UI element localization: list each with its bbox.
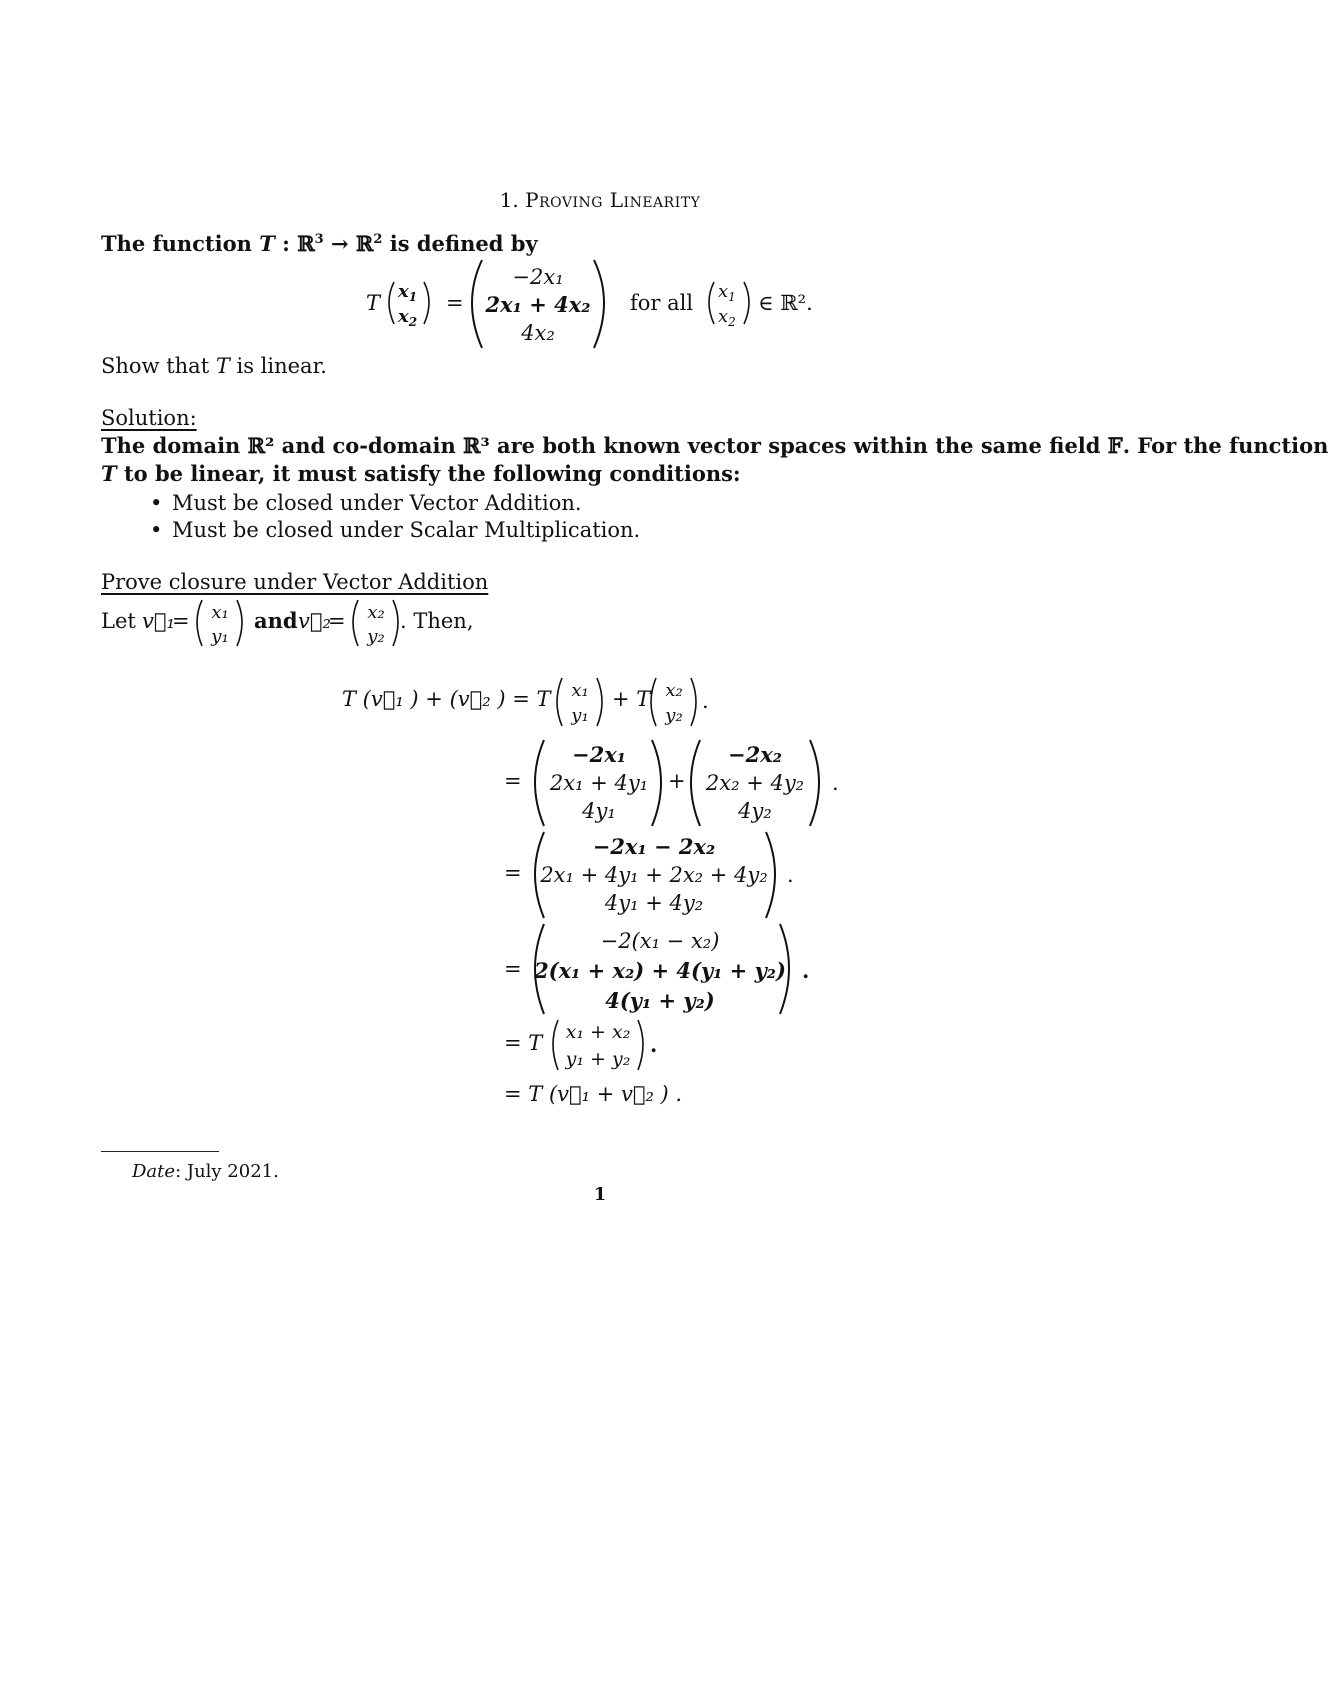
- svg-text:x1: $x_1$: [398, 281, 418, 304]
- definition-equation: [340, 252, 840, 352]
- svg-text:.: .: [802, 958, 810, 983]
- svg-text:y₁: y₁: [571, 705, 589, 726]
- svg-text:2x₁ + 4y₁ + 2x₂ + 4y₂: 2x₁ + 4y₁ + 2x₂ + 4y₂: [540, 863, 768, 887]
- svg-text:= T: = T: [504, 1031, 543, 1055]
- svg-text:T (v⃗₁ ) + (v⃗₂ ) = T: T (v⃗₁ ) + (v⃗₂ ) = T: [342, 687, 551, 711]
- section-title: [0, 188, 1200, 212]
- svg-text:+ T: + T: [612, 687, 651, 711]
- svg-text:x₁: x₁: [571, 680, 589, 701]
- svg-text:.: .: [787, 863, 794, 887]
- svg-text:∈ ℝ².: ∈ ℝ².: [758, 291, 813, 315]
- svg-text:4y₁: 4y₁: [582, 799, 616, 823]
- svg-text:−2x₁ − 2x₂: −2x₁ − 2x₂: [592, 834, 716, 859]
- svg-text:−2(x₁ − x₂): −2(x₁ − x₂): [600, 929, 720, 953]
- svg-text:.: .: [702, 689, 709, 713]
- svg-text:Let: Let: [101, 609, 136, 633]
- svg-text:=: =: [504, 769, 522, 793]
- solution-line-1: The domain ℝ² and co-domain ℝ³ are both known vector spaces within the same field 𝔽. For the function: [101, 433, 1328, 458]
- svg-text:for all: for all: [630, 291, 694, 315]
- svg-text:=: =: [504, 957, 522, 981]
- derivation-line-0: [340, 668, 760, 734]
- svg-text:y₁: y₁: [211, 626, 229, 647]
- problem-intro: The function T : ℝ$^3$ → ℝ$^2$ is defined by: [101, 231, 538, 256]
- problem-task: Show that T is linear.: [101, 354, 327, 378]
- svg-text:=: =: [328, 609, 346, 633]
- svg-text:x₁ + x₂: x₁ + x₂: [565, 1021, 631, 1043]
- section-title-text: Proving Linearity: [525, 188, 701, 212]
- conditions-list: [150, 490, 640, 544]
- derivation-line-5: = T (v⃗₁ + v⃗₂ ) .: [504, 1082, 683, 1106]
- svg-text:2x₁ + 4x₂: 2x₁ + 4x₂: [485, 292, 591, 317]
- svg-text:y₂: y₂: [367, 626, 385, 647]
- footnote-rule: [101, 1151, 219, 1152]
- svg-text:x₁: x₁: [211, 602, 229, 623]
- derivation-line-2: [500, 826, 800, 922]
- svg-text:4y₁ + 4y₂: 4y₁ + 4y₂: [604, 891, 704, 915]
- svg-text:+: +: [668, 769, 686, 793]
- derivation-line-1: [500, 734, 860, 830]
- derivation-line-4: [500, 1010, 700, 1076]
- section-number: 1.: [499, 188, 519, 212]
- solution-heading: Solution:: [101, 406, 197, 430]
- svg-text:y₁ + y₂: y₁ + y₂: [565, 1048, 631, 1070]
- svg-text:4(y₁ + y₂): 4(y₁ + y₂): [605, 988, 715, 1013]
- svg-text:.: .: [832, 771, 839, 795]
- svg-text:x₂: x₂: [367, 602, 385, 623]
- svg-text:−2x₁: −2x₁: [512, 265, 564, 289]
- footnote: [132, 1160, 279, 1184]
- svg-text:and: and: [254, 608, 298, 633]
- svg-text:v⃗₂: v⃗₂: [298, 609, 331, 633]
- svg-text:.: .: [650, 1032, 658, 1057]
- svg-text:=: =: [504, 861, 522, 885]
- svg-text:x₂: x₂: [665, 680, 683, 701]
- svg-text:−2x₁: −2x₁: [572, 742, 626, 767]
- closure-heading: Prove closure under Vector Addition: [101, 570, 489, 594]
- svg-text:2(x₁ + x₂) + 4(y₁ + y₂): 2(x₁ + x₂) + 4(y₁ + y₂): [534, 958, 786, 983]
- svg-text:2x₂ + 4y₂: 2x₂ + 4y₂: [705, 771, 805, 795]
- svg-text:=: =: [172, 609, 190, 633]
- footnote-text: : July 2021.: [175, 1161, 279, 1182]
- svg-text:x1: $x_1$: [718, 281, 736, 304]
- svg-text:=: =: [446, 291, 464, 315]
- derivation-line-3: [500, 918, 820, 1018]
- svg-text:2x₁ + 4y₁: 2x₁ + 4y₁: [549, 771, 649, 795]
- page-number: 1: [593, 1184, 607, 1205]
- svg-text:4x₂: 4x₂: [521, 321, 555, 345]
- svg-text:y₂: y₂: [665, 705, 683, 726]
- svg-text:x2: $x_2$: [398, 306, 418, 329]
- footnote-label: Date: [132, 1161, 176, 1182]
- svg-text:T: T: [366, 291, 381, 315]
- svg-text:. Then,: . Then,: [400, 609, 474, 633]
- condition-item: • Must be closed under Scalar Multiplication.: [150, 517, 640, 544]
- svg-text:4y₂: 4y₂: [738, 799, 772, 823]
- condition-item: • Must be closed under Vector Addition.: [150, 490, 640, 517]
- let-definitions: [96, 590, 516, 654]
- solution-line-2: T to be linear, it must satisfy the following conditions:: [101, 461, 741, 486]
- svg-text:v⃗₁: v⃗₁: [142, 609, 175, 633]
- svg-text:−2x₂: −2x₂: [728, 742, 782, 767]
- svg-text:x2: $x_2$: [718, 306, 736, 329]
